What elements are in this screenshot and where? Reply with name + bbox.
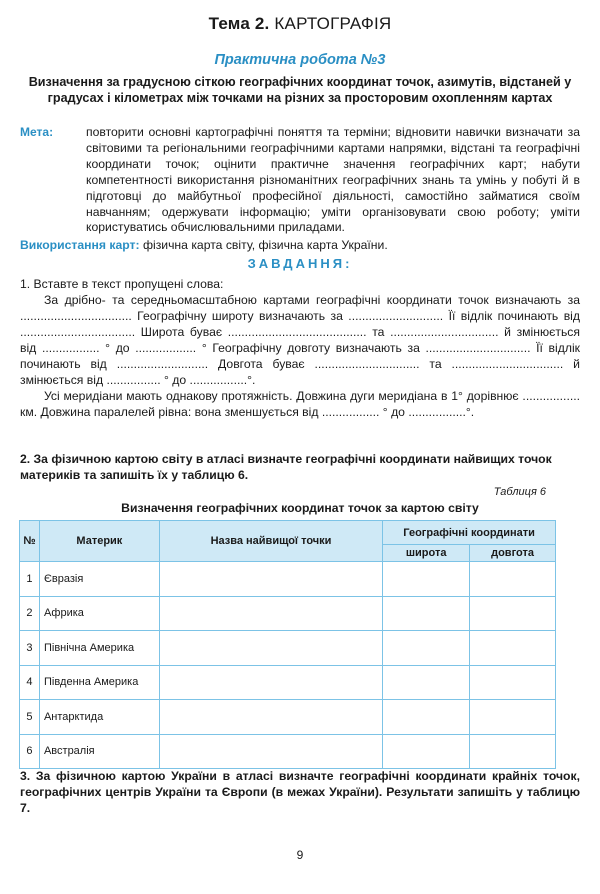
row-latitude-cell[interactable] [383,665,470,700]
row-latitude-cell[interactable] [383,631,470,666]
table-row [20,665,556,700]
row-point-cell[interactable] [159,700,382,735]
topic-label: Тема 2. [208,14,270,33]
row-continent: Південна Америка [39,665,159,700]
row-number: 4 [20,665,40,700]
row-latitude-cell[interactable] [383,700,470,735]
goal-text: повторити основні картографічні поняття та терміни; відновити навички визначати за світовими та регіональними географічними картами напрямки, відстані та географічні координати точок; оцінити практичне значення географічних карт; набути компетентності використання різноманітних географічних знань та умінь у побуті й в підготовці до майбутньої професійної діяльності, самостійно займатися своїм навчанням; одержувати інформацію; уміти організовувати свою роботу; уміти користуватись обчислювальними приладами. [86,125,580,235]
work-title: Визначення за градусною сіткою географічних координат точок, азимутів, відстаней у градусах і кілометрах між точками на різних за просторовим охопленням картах [28,75,572,105]
table-row [20,734,556,769]
row-latitude-cell[interactable] [383,734,470,769]
maps-used-text: фізична карта світу, фізична карта України. [142,238,388,252]
tasks-heading: ЗАВДАННЯ: [247,256,353,271]
row-point-cell[interactable] [159,631,382,666]
table-title: Визначення географічних координат точок за картою світу [121,501,479,515]
row-continent: Північна Америка [39,631,159,666]
header-longitude: довгота [470,545,556,562]
row-longitude-cell[interactable] [470,665,556,700]
header-continent: Материк [39,521,159,562]
table-row [20,562,556,597]
task-1-paragraph-2: Усі меридіани мають однакову протяжність. Довжина дуги меридіана в 1° дорівнює ................. км. Довжина паралелей рівна: вона зменшується від ................. ° до .................°. [20,389,580,419]
row-number: 5 [20,700,40,735]
task-1 [20,276,580,420]
coordinates-table [19,520,556,769]
row-longitude-cell[interactable] [470,562,556,597]
task-3: 3. За фізичною картою України в атласі визначте географічні координати крайніх точок, географічних центрів України та Європи (в межах України). Результати запишіть у таблицю 7. [20,769,580,815]
row-number: 2 [20,596,40,631]
row-point-cell[interactable] [159,596,382,631]
table-row [20,596,556,631]
task-1-prompt: 1. Вставте в текст пропущені слова: [20,277,224,291]
table-row [20,631,556,666]
row-longitude-cell[interactable] [470,734,556,769]
row-longitude-cell[interactable] [470,700,556,735]
row-continent: Африка [39,596,159,631]
goal-label: Мета: [20,125,54,139]
table-row [20,700,556,735]
maps-used-label: Використання карт: [20,238,140,252]
row-latitude-cell[interactable] [383,562,470,597]
row-number: 3 [20,631,40,666]
practical-work-title: Практична робота №3 [214,52,386,68]
row-point-cell[interactable] [159,562,382,597]
header-point: Назва найвищої точки [159,521,382,562]
topic-heading [0,14,600,34]
row-point-cell[interactable] [159,734,382,769]
row-continent: Австралія [39,734,159,769]
row-longitude-cell[interactable] [470,631,556,666]
header-latitude: широта [383,545,470,562]
header-coordinates: Географічні координати [383,521,556,545]
topic-name: КАРТОГРАФІЯ [274,14,392,33]
row-latitude-cell[interactable] [383,596,470,631]
row-number: 1 [20,562,40,597]
row-continent: Євразія [39,562,159,597]
table-label: Таблиця 6 [493,486,546,498]
row-number: 6 [20,734,40,769]
maps-used [20,238,580,252]
header-num: № [20,521,40,562]
row-continent: Антарктида [39,700,159,735]
page-number: 9 [296,848,304,862]
task-2: 2. За фізичною картою світу в атласі визначте географічні координати найвищих точок материків та запишіть їх у таблицю 6. [20,452,552,482]
task-1-paragraph-1: За дрібно- та середньомасштабною картами географічні координати точок визначають за ................................. Географічну широту визначають за ............................ Її відлік починають від .................................. Широта буває ......................................... та ................................ й змінюється від ................. ° до .................. ° Географічну довготу визначають за ............................... Її відлік починають від ........................... Довгота буває ............................... та ................................. й змінюється від ................ ° до .................°. [20,293,580,387]
row-point-cell[interactable] [159,665,382,700]
row-longitude-cell[interactable] [470,596,556,631]
